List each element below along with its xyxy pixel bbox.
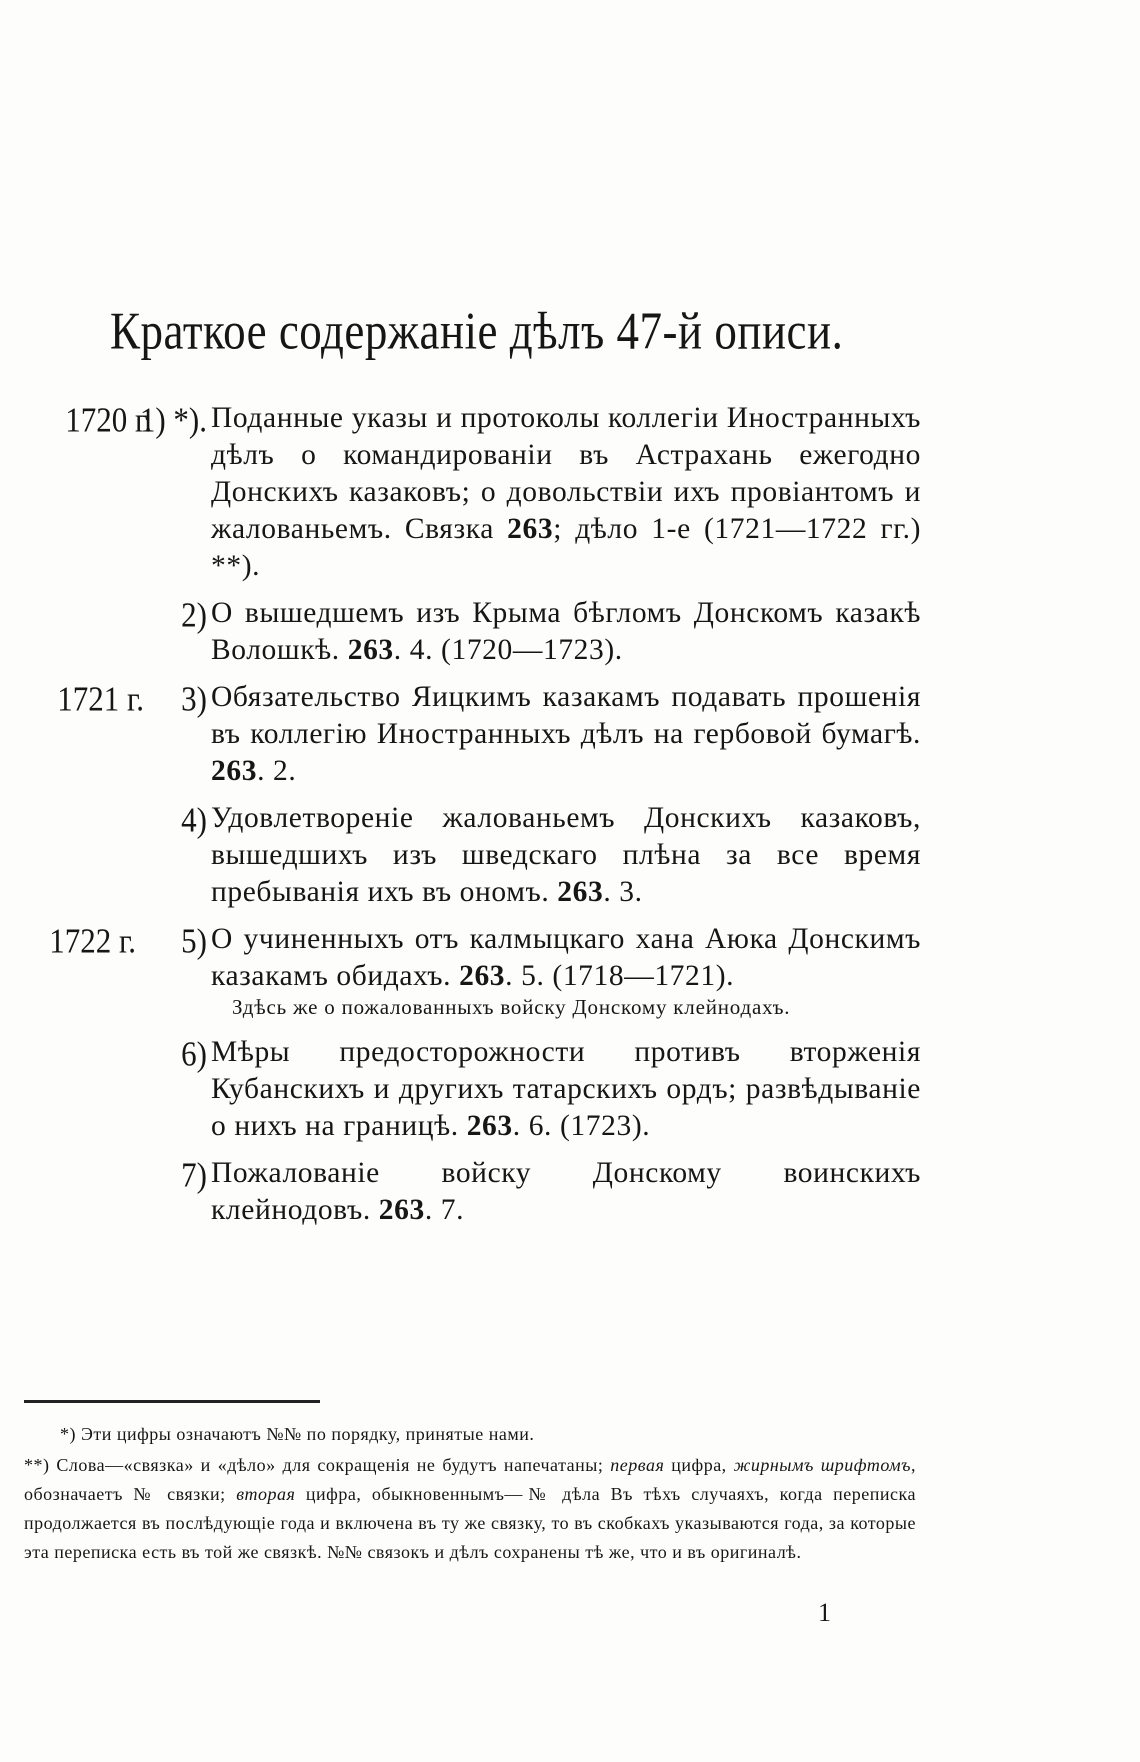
entry-text-part: . 7. <box>424 1194 465 1226</box>
bundle-number: 263 <box>347 634 394 666</box>
footnote-text-part: , обозначаетъ № связки; <box>24 1455 916 1504</box>
entry-text-part: . 5. (1718—1721). <box>505 960 735 992</box>
entry-number: 5) <box>181 921 207 961</box>
bundle-number: 263 <box>211 755 258 787</box>
footnote-divider <box>24 1400 320 1403</box>
entry-6 <box>0 1034 1140 1145</box>
entry-number: 6) <box>181 1034 207 1074</box>
entry-text-part: О учиненныхъ отъ калмыцкаго хана Аюка Донскимъ казакамъ обидахъ. <box>211 923 921 992</box>
entry-text <box>211 595 921 669</box>
entry-text-part: Поданные указы и протоколы коллегіи Иностранныхъ дѣлъ о командированіи въ Астрахань ежегодно Донскихъ казаковъ; о довольствіи ихъ провіантомъ и жалованьемъ. Связка <box>211 402 921 545</box>
entry-5 <box>0 921 1140 1024</box>
entry-text <box>211 679 921 790</box>
footnote-italic: жирнымъ шрифтомъ <box>733 1455 911 1475</box>
entries-list <box>0 400 1140 1239</box>
entry-text-part: . 3. <box>603 876 643 908</box>
entry-text-part: ; дѣло 1-е (1721—1722 гг.) **). <box>211 513 922 582</box>
entry-text <box>211 800 921 911</box>
entry-note: Здѣсь же о пожалованныхъ войску Донскому клейнодахъ. <box>232 995 791 1019</box>
bundle-number: 263 <box>557 876 604 908</box>
entry-number: 7) <box>181 1155 207 1195</box>
entry-year: 1720 г. <box>65 400 152 440</box>
bundle-number: 263 <box>507 513 554 545</box>
entry-1 <box>0 400 1140 585</box>
entry-text <box>211 1034 921 1145</box>
bundle-number: 263 <box>459 960 506 992</box>
entry-text <box>211 921 921 995</box>
entry-7 <box>0 1155 1140 1229</box>
entry-2 <box>0 595 1140 669</box>
footnote-1: *) Эти цифры означаютъ №№ по порядку, принятые нами. <box>60 1424 535 1444</box>
entry-number: 1) *). <box>139 400 207 440</box>
entry-4 <box>0 800 1140 911</box>
entry-text-part: . 4. (1720—1723). <box>393 634 623 666</box>
footnote-text-part: цифра, <box>664 1455 734 1475</box>
entry-text-part: Мѣры предосторожности противъ вторженія Кубанскихъ и другихъ татарскихъ ордъ; развѣдываніе о нихъ на границѣ. <box>211 1036 921 1142</box>
entry-text <box>211 1155 921 1229</box>
bundle-number: 263 <box>466 1110 513 1142</box>
entry-number: 2) <box>181 595 207 635</box>
entry-year: 1721 г. <box>57 679 144 719</box>
footnote-italic: вторая <box>236 1484 296 1504</box>
entry-text-part: Удовлетвореніе жалованьемъ Донскихъ казаковъ, вышедшихъ изъ шведскаго плѣна за все время пребыванія ихъ въ ономъ. <box>211 802 921 908</box>
entry-number: 4) <box>181 800 207 840</box>
page-title: Краткое содержаніе дѣлъ 47-й описи. <box>110 301 844 361</box>
entry-text-part: Обязательство Яицкимъ казакамъ подавать прошенія въ коллегію Иностранныхъ дѣлъ на гербовой бумагѣ. <box>211 681 921 750</box>
entry-text-part: Пожалованіе войску Донскому воинскихъ клейнодовъ. <box>211 1157 921 1226</box>
footnote-text-part: цифра, обыкновеннымъ—№ дѣла Въ тѣхъ случаяхъ, когда переписка продолжается въ послѣдующіе года и включена въ ту же связку, то въ скобкахъ указываются года, за которые эта переписка есть въ той же связкѣ. №№ связокъ и дѣлъ сохранены тѣ же, что и въ оригиналѣ. <box>24 1484 916 1562</box>
entry-text-part: . 2. <box>257 755 297 787</box>
entry-year: 1722 г. <box>49 921 136 961</box>
entry-text <box>211 400 921 585</box>
footnote-2 <box>24 1451 916 1567</box>
footnote-italic: первая <box>610 1455 665 1475</box>
entry-text-part: . 6. (1723). <box>512 1110 651 1142</box>
footnote-text-part: **) Слова—«связка» и «дѣло» для сокращенія не будутъ напечатаны; <box>24 1455 611 1475</box>
entry-text-part: О вышедшемъ изъ Крыма бѣгломъ Донскомъ казакѣ Волошкѣ. <box>211 597 921 666</box>
bundle-number: 263 <box>378 1194 425 1226</box>
entry-number: 3) <box>181 679 207 719</box>
page-number: 1 <box>818 1598 831 1627</box>
entry-3 <box>0 679 1140 790</box>
